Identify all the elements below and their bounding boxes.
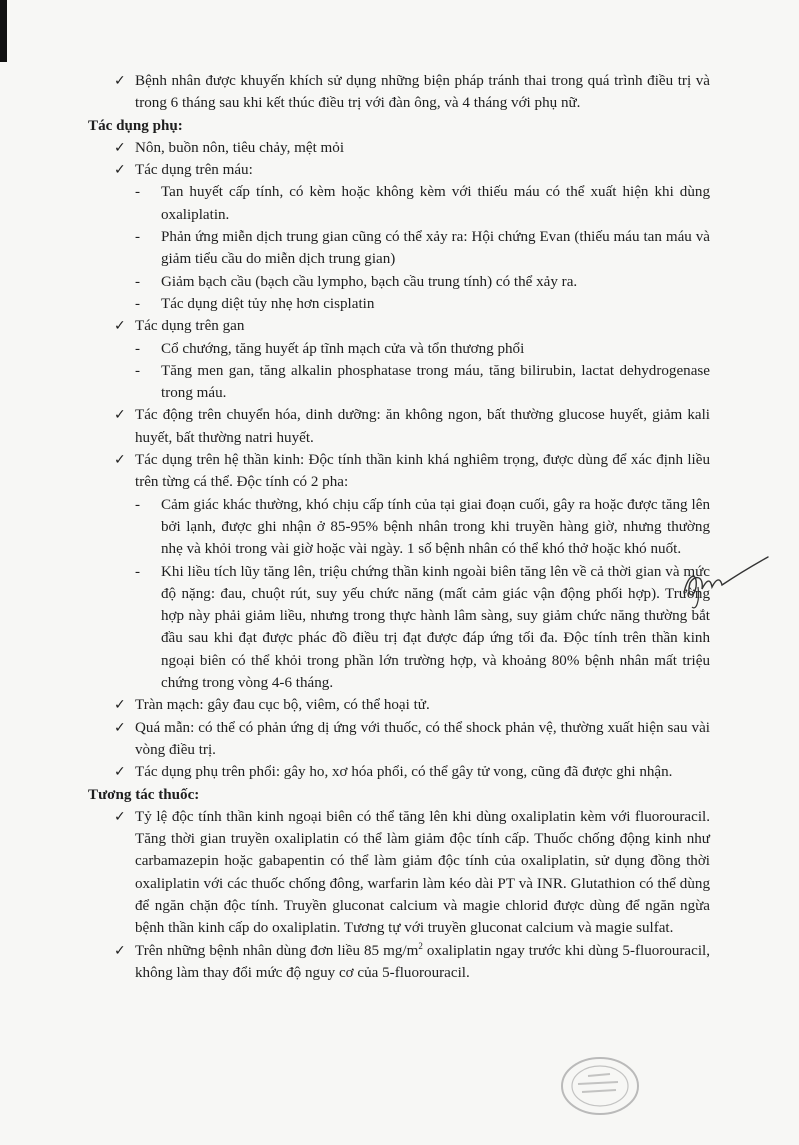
sub-item-text: Cảm giác khác thường, khó chịu cấp tính của tại giai đoạn cuối, gây ra hoặc được tăng lên bởi lạnh, được ghi nhận ở 85-95% bệnh nhân trong khi truyền hàng giờ, nhưng thường nhẹ và khỏi trong vài giờ hoặc vài ngày. 1 số bệnh nhân có thể khó thở hoặc khó nuốt. [161,496,710,558]
check-icon: ✓ [114,318,126,335]
check-icon: ✓ [114,808,126,825]
sub-item-text: Tan huyết cấp tính, có kèm hoặc không kèm với thiếu máu có thể xuất hiện khi dùng oxaliplatin. [161,184,710,223]
sub-item-text: Khi liều tích lũy tăng lên, triệu chứng thần kinh ngoài biên tăng lên về cả thời gian và mức độ nặng: đau, chuột rút, suy yếu chức năng (mất cảm giác vận động phối hợp). Trường hợp này phải giảm liều, nhưng trong thực hành lâm sàng, suy giảm chức năng thường bắt đầu sau khi đạt được phác đồ điều trị đạt được đáp ứng tối đa. Độc tính trên thần kinh ngoại biên có thể khỏi trong phần lớn trường hợp, và khoảng 80% bệnh nhân mất triệu chứng trong vòng 4-6 tháng. [161,563,710,692]
list-item-interaction-1 [88,806,710,940]
list-item-hypersensitivity [88,717,710,762]
scan-edge-mark [0,0,7,62]
list-item-metabolism [88,404,710,449]
list-item-interaction-2 [88,940,710,985]
list-item-text: Tác dụng phụ trên phổi: gây ho, xơ hóa phổi, có thể gây tử vong, cũng đã được ghi nhận. [135,764,673,781]
list-item-text: Tác động trên chuyển hóa, dinh dưỡng: ăn không ngon, bất thường glucose huyết, giảm kali huyết, bất thường natri huyết. [135,407,710,446]
dash-bullet: - [135,273,141,290]
sub-item-text: Tăng men gan, tăng alkalin phosphatase trong máu, tăng bilirubin, lactat dehydrogenase trong máu. [161,362,710,402]
list-item-blood [88,159,710,181]
section-heading-interactions: Tương tác thuốc: [88,786,200,803]
sub-item-text: Phản ứng miễn dịch trung gian cũng có thể xảy ra: Hội chứng Evan (thiếu máu tan máu và giảm tiểu cầu do miễn dịch trung gian) [161,229,710,268]
sub-item [88,293,710,315]
dash-bullet: - [135,362,141,379]
list-item-contraception [88,70,710,115]
dash-bullet: - [135,340,141,357]
list-item-neuro [88,449,710,494]
dash-bullet: - [135,496,141,513]
section-heading-side-effects: Tác dụng phụ: [88,117,183,134]
list-item-text: Tác dụng trên gan [135,318,245,335]
list-item-text: Tràn mạch: gây đau cục bộ, viêm, có thể hoại tử. [135,697,430,714]
sub-item-text: Tác dụng diệt tủy nhẹ hơn cisplatin [161,295,375,312]
sub-item [88,561,710,695]
check-icon: ✓ [114,764,126,781]
check-icon: ✓ [114,407,126,424]
document-page [88,70,710,984]
sub-item [88,226,710,271]
sub-item-text: Giảm bạch cầu (bạch cầu lympho, bạch cầu trung tính) có thể xảy ra. [161,273,578,290]
check-icon: ✓ [114,162,126,179]
list-item-general [88,137,710,159]
text-fragment: oxaliplatin ngay trước khi dùng 5-fluorouracil, không làm thay đổi mức độ nguy cơ của 5-fluorouracil. [135,942,710,981]
dash-bullet: - [135,184,141,201]
list-item-text [135,940,710,981]
sub-item [88,271,710,293]
list-item-text: Bệnh nhân được khuyến khích sử dụng những biện pháp tránh thai trong quá trình điều trị và trong 6 tháng sau khi kết thúc điều trị với đàn ông, và 4 tháng với phụ nữ. [135,73,710,112]
dash-bullet: - [135,295,141,312]
handwritten-signature [676,553,771,613]
sub-item [88,360,710,405]
list-item-text: Nôn, buồn nôn, tiêu chảy, mệt mỏi [135,139,345,156]
check-icon: ✓ [114,697,126,714]
list-item-extravasation [88,694,710,716]
check-icon: ✓ [114,719,126,736]
sub-item [88,181,710,226]
list-item-lung [88,761,710,783]
list-item-text: Tác dụng trên máu: [135,162,253,179]
list-item-text: Tác dụng trên hệ thần kinh: Độc tính thần kinh khá nghiêm trọng, được dùng để xác định liều trên từng cá thể. Độc tính có 2 pha: [135,452,710,491]
dash-bullet: - [135,563,141,580]
superscript: 2 [418,940,423,951]
sub-item-text: Cổ chướng, tăng huyết áp tĩnh mạch cửa và tổn thương phổi [161,340,525,357]
list-item-text: Tỷ lệ độc tính thần kinh ngoại biên có thể tăng lên khi dùng oxaliplatin kèm với fluorouracil. Tăng thời gian truyền oxaliplatin có thể làm giảm độc tính cấp. Thuốc chống động kinh như carbamazepin hoặc gabapentin có thể làm giảm độc tính của oxaliplatin, sử dụng đồng thời oxaliplatin với các thuốc chống đông, warfarin làm kéo dài PT và INR. Glutathion có thể dùng để ngăn chặn độc tính. Truyền gluconat calcium và magie chlorid được dùng để ngăn ngừa bệnh thần kinh cấp do oxaliplatin. Tương tự với truyền gluconat calcium và magie sulfat. [135,808,710,937]
check-icon: ✓ [114,73,126,89]
text-fragment: Trên những bệnh nhân dùng đơn liều 85 mg/m [135,942,419,959]
check-icon: ✓ [114,452,126,469]
check-icon: ✓ [114,139,126,156]
dash-bullet: - [135,229,141,246]
stamp-mark [548,1046,640,1116]
sub-item [88,338,710,360]
list-item-text: Quá mẫn: có thể có phản ứng dị ứng với thuốc, có thể shock phản vệ, thường xuất hiện sau vài vòng điều trị. [135,719,710,758]
sub-item [88,494,710,561]
list-item-liver [88,315,710,337]
check-icon: ✓ [114,942,126,959]
